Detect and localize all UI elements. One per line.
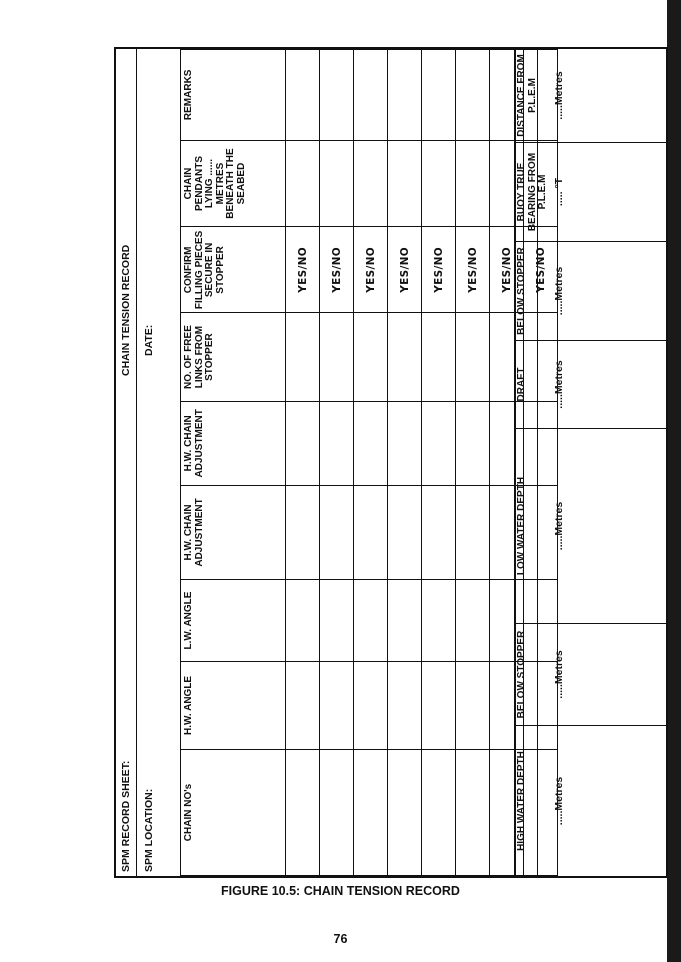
yes-no-value: YES/NO xyxy=(320,227,354,313)
col-hw-angle: H.W. ANGLE xyxy=(181,661,286,749)
yes-no-value: YES/NO xyxy=(524,227,558,313)
table-row xyxy=(286,50,320,876)
table-row xyxy=(388,50,422,876)
record-sheet-label: SPM RECORD SHEET: xyxy=(120,760,132,872)
footer-fields xyxy=(514,49,666,876)
distance-value: .....Metres xyxy=(553,71,565,120)
yes-no-value: YES/NO xyxy=(286,227,320,313)
col-hw-chain-adjustment-1: H.W. CHAIN ADJUSTMENT xyxy=(181,485,286,579)
draft-value: .....Metres xyxy=(538,340,666,428)
draft-label: DRAFT xyxy=(514,340,538,428)
chain-table xyxy=(180,49,558,876)
header-row-1 xyxy=(116,49,137,876)
table-row xyxy=(456,50,490,876)
distance-label: DISTANCE FROM P.L.E.M xyxy=(514,49,538,142)
location-label: SPM LOCATION: xyxy=(143,788,155,872)
below-stopper-2-value: .....Metres xyxy=(538,241,666,340)
low-water-depth-value: .....Metres xyxy=(538,428,666,623)
yes-no-value: YES/NO xyxy=(388,227,422,313)
high-water-depth-label: HIGH WATER DEPTH xyxy=(514,725,538,876)
col-lw-angle: L.W. ANGLE xyxy=(181,580,286,662)
col-free-links: NO. OF FREE LINKS FROM STOPPER xyxy=(181,313,286,401)
col-hw-chain-adjustment-2: H.W. CHAIN ADJUSTMENT xyxy=(181,401,286,485)
yes-no-value: YES/NO xyxy=(456,227,490,313)
chain-tension-form xyxy=(114,47,668,878)
date-label: DATE: xyxy=(143,324,155,356)
page-number: 76 xyxy=(333,932,348,946)
below-stopper-2-label: BELOW STOPPER xyxy=(514,241,538,340)
table-row xyxy=(320,50,354,876)
scan-edge xyxy=(667,0,681,962)
form-title: CHAIN TENSION RECORD xyxy=(120,244,132,376)
buoy-bearing-value: ..... °T xyxy=(538,142,666,241)
col-chain-no: CHAIN NO's xyxy=(181,749,286,875)
high-water-depth-value: .....Metres xyxy=(538,725,666,876)
buoy-bearing-label: BUOY TRUE BEARING FROM P.L.E.M xyxy=(514,142,538,241)
header-row-2 xyxy=(136,49,181,876)
col-confirm-filling-pieces: CONFIRM FILLING PIECES SECURE IN STOPPER xyxy=(181,227,286,313)
col-remarks: REMARKS xyxy=(181,50,286,141)
low-water-depth-label: LOW WATER DEPTH xyxy=(514,428,538,623)
table-row xyxy=(354,50,388,876)
yes-no-value: YES/NO xyxy=(354,227,388,313)
below-stopper-value: .....Metres xyxy=(538,623,666,725)
col-chain-pendants: CHAIN PENDANTS LYING ...... METRES BENEATH THE SEABED xyxy=(181,140,286,227)
table-row xyxy=(422,50,456,876)
yes-no-value: YES/NO xyxy=(490,227,524,313)
below-stopper-label: BELOW STOPPER xyxy=(514,623,538,725)
yes-no-value: YES/NO xyxy=(422,227,456,313)
rotated-form xyxy=(114,47,668,878)
figure-caption: FIGURE 10.5: CHAIN TENSION RECORD xyxy=(221,884,460,898)
